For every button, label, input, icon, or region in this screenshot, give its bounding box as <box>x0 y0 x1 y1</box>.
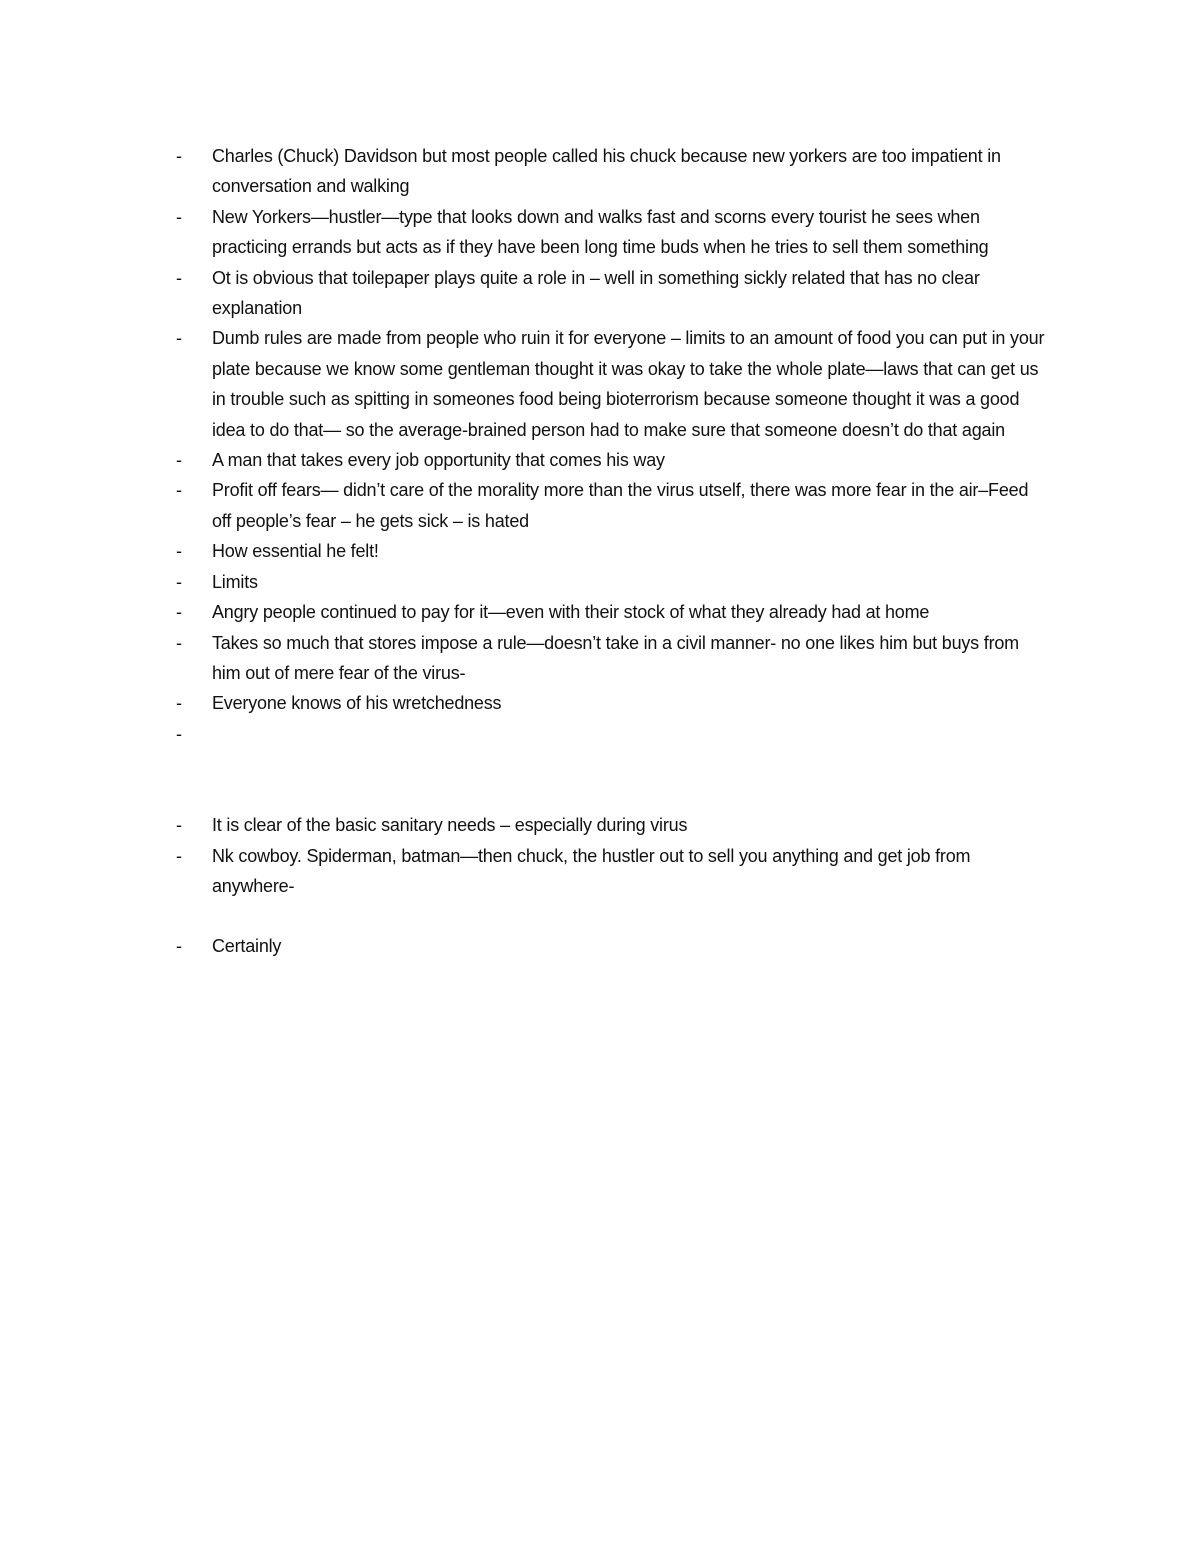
bullet-dash: - <box>176 571 182 592</box>
list-item <box>172 567 1052 597</box>
bullet-dash: - <box>176 815 182 836</box>
list-item-text: Angry people continued to pay for it—even with their stock of what they already had at home <box>212 602 930 623</box>
bullet-dash: - <box>176 723 182 744</box>
bullet-dash: - <box>176 936 182 957</box>
list-item-empty <box>172 719 1052 749</box>
bullet-dash: - <box>176 693 182 714</box>
list-item-text: Profit off fears— didn’t care of the morality more than the virus utself, there was more fear in the air–Feed off people’s fear – he gets sick – is hated <box>212 480 1029 531</box>
list-item-text: Ot is obvious that toilepaper plays quite a role in – well in something sickly related that has no clear explanation <box>212 267 980 319</box>
list-item-text: Dumb rules are made from people who ruin it for everyone – limits to an amount of food you can put in your plate because we know some gentleman thought it was okay to take the whole plate—laws that can get us in trouble such as spitting in someones food being bioterrorism because someone thought it was a good idea to do that— so the average-brained person had to make sure that someone doesn’t do that again <box>212 328 1045 440</box>
list-item <box>172 263 1052 324</box>
list-item <box>172 323 1052 445</box>
bullet-dash: - <box>176 267 182 288</box>
bullet-dash: - <box>176 450 182 471</box>
list-item-text: It is clear of the basic sanitary needs – especially during virus <box>212 815 688 836</box>
list-item <box>172 688 1052 718</box>
notes-list <box>172 141 1052 962</box>
list-item <box>172 810 1052 840</box>
list-item <box>172 597 1052 627</box>
bullet-dash: - <box>176 845 182 866</box>
bullet-dash: - <box>176 632 182 653</box>
list-item <box>172 931 1052 961</box>
list-item <box>172 202 1052 263</box>
blank-space <box>172 749 1052 810</box>
list-item <box>172 628 1052 689</box>
bullet-dash: - <box>176 146 182 166</box>
list-item <box>172 841 1052 902</box>
list-item-text: New Yorkers—hustler—type that looks down and walks fast and scorns every tourist he sees when practicing errands but acts as if they have been long time buds when he tries to sell them something <box>212 206 989 258</box>
list-item-text: Limits <box>212 571 258 592</box>
bullet-dash: - <box>176 602 182 623</box>
list-item <box>172 475 1052 536</box>
bullet-dash: - <box>176 541 182 562</box>
bullet-dash: - <box>176 328 182 349</box>
list-item <box>172 536 1052 566</box>
list-item-text: Everyone knows of his wretchedness <box>212 693 502 714</box>
list-item <box>172 445 1052 475</box>
list-item <box>172 141 1052 202</box>
list-item-text: Takes so much that stores impose a rule—doesn’t take in a civil manner- no one likes him but buys from him out of mere fear of the virus- <box>212 632 1019 683</box>
bullet-dash: - <box>176 480 182 501</box>
blank-space <box>172 901 1052 931</box>
list-item-text: A man that takes every job opportunity that comes his way <box>212 450 665 471</box>
bullet-dash: - <box>176 206 182 227</box>
list-item-text: Nk cowboy. Spiderman, batman—then chuck, the hustler out to sell you anything and get job from anywhere- <box>212 845 971 896</box>
list-item-text: Certainly <box>212 936 282 957</box>
list-item-text: Charles (Chuck) Davidson but most people called his chuck because new yorkers are too impatient in conversation and walking <box>212 146 1001 197</box>
list-item-text: How essential he felt! <box>212 541 379 562</box>
